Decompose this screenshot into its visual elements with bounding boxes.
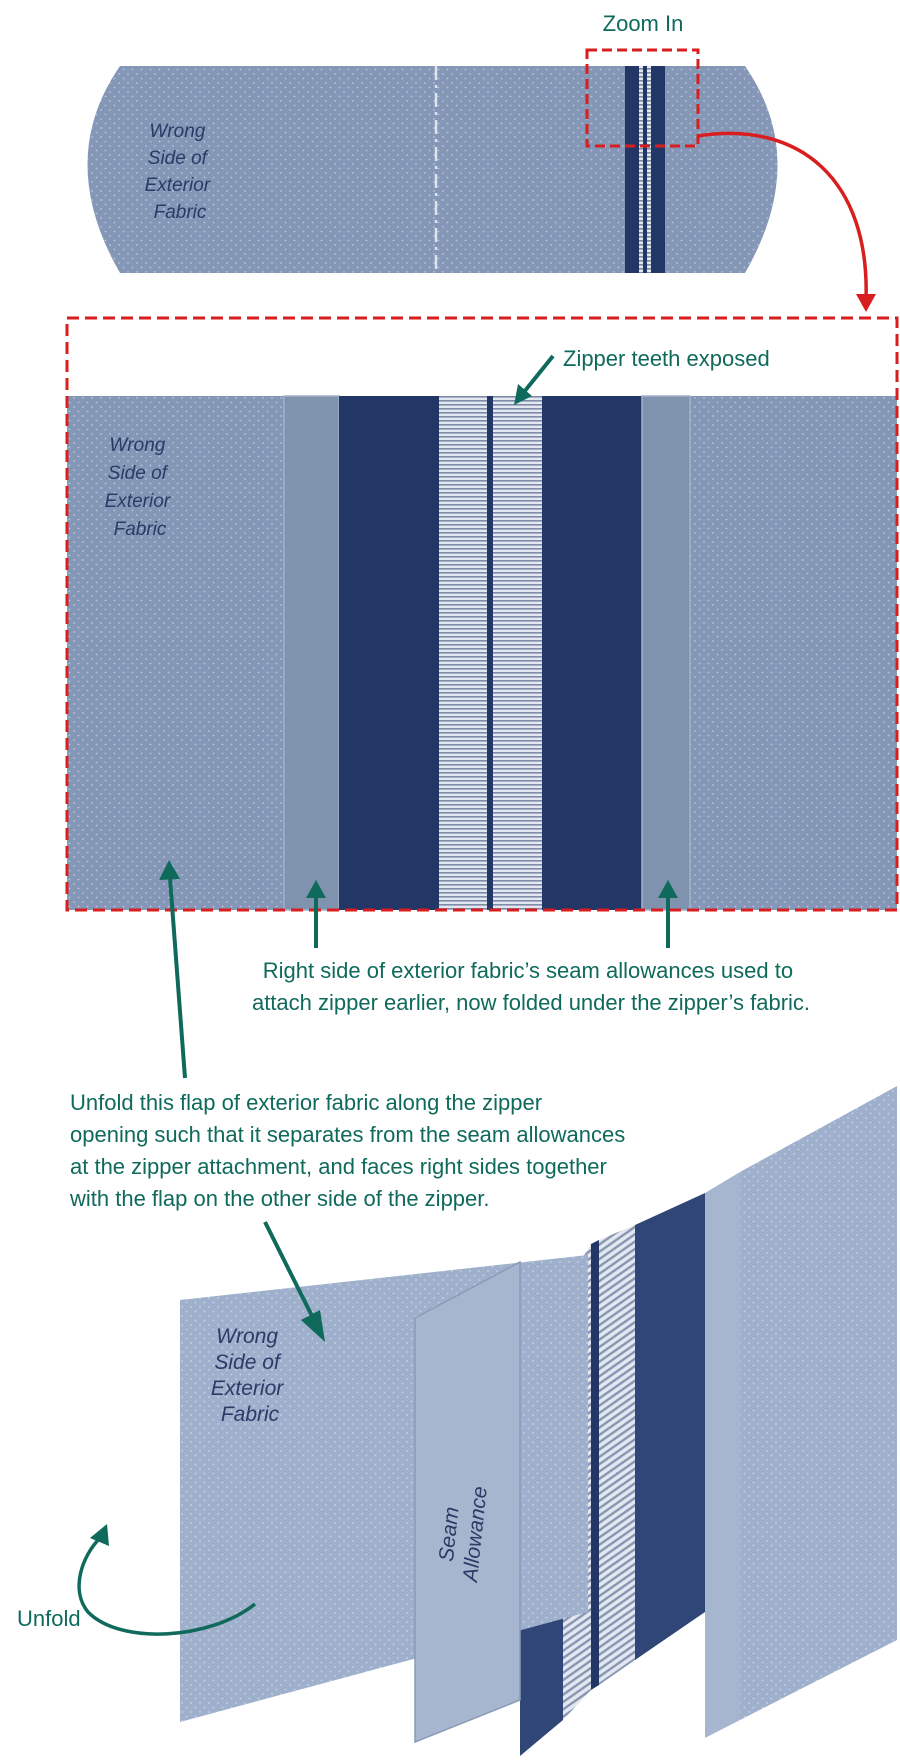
unfold-note: Unfold this flap of exterior fabric along the zipper opening such that it separates from the seam allowances at the zipper attachment, and faces right sides together with the flap on the other side of the zipper. bbox=[70, 1090, 626, 1211]
zoom-panel bbox=[67, 396, 897, 910]
unfold-label: Unfold bbox=[17, 1606, 81, 1631]
zipper-teeth-left bbox=[439, 396, 487, 910]
bottom-right-fabric-texture bbox=[740, 1086, 897, 1720]
zoom-arrowhead bbox=[856, 294, 876, 312]
seam-allowance-label: Seam Allowance bbox=[434, 1485, 492, 1583]
top-fabric-panel bbox=[88, 66, 778, 273]
zoom-fabric-label: Wrong Side of Exterior Fabric bbox=[104, 435, 171, 540]
top-zipper-teeth-right bbox=[647, 66, 651, 273]
top-zipper-center bbox=[643, 66, 647, 273]
top-zipper-tape-left bbox=[625, 66, 639, 273]
zipper-teeth-right bbox=[493, 396, 542, 910]
bottom-zipper-teeth-right bbox=[599, 1225, 635, 1685]
bottom-seam-allowance-right bbox=[705, 1172, 740, 1738]
teeth-callout-line bbox=[524, 356, 553, 392]
zipper-center-line bbox=[487, 396, 493, 910]
top-zipper-teeth-left bbox=[639, 66, 643, 273]
unfold-curve-arrowhead bbox=[90, 1524, 109, 1546]
seam-note: Right side of exterior fabric’s seam allowances used to attach zipper earlier, now folded under the zipper’s fabric. bbox=[251, 958, 811, 1015]
bottom-zipper-tape-right bbox=[635, 1193, 705, 1660]
top-zipper-tape-right bbox=[651, 66, 665, 273]
bottom-zipper-center bbox=[591, 1240, 599, 1690]
zoom-in-label: Zoom In bbox=[602, 11, 684, 36]
zipper-tape-left bbox=[339, 396, 439, 910]
bottom-fabric-label: Wrong Side of Exterior Fabric bbox=[210, 1325, 284, 1426]
zipper-tape-right bbox=[542, 396, 642, 910]
top-fabric-texture bbox=[88, 66, 778, 273]
seam-allowance-right bbox=[642, 396, 690, 910]
top-fabric-label: Wrong Side of Exterior Fabric bbox=[144, 121, 211, 223]
teeth-callout-text: Zipper teeth exposed bbox=[563, 346, 770, 371]
seam-allowance-left bbox=[284, 396, 339, 910]
